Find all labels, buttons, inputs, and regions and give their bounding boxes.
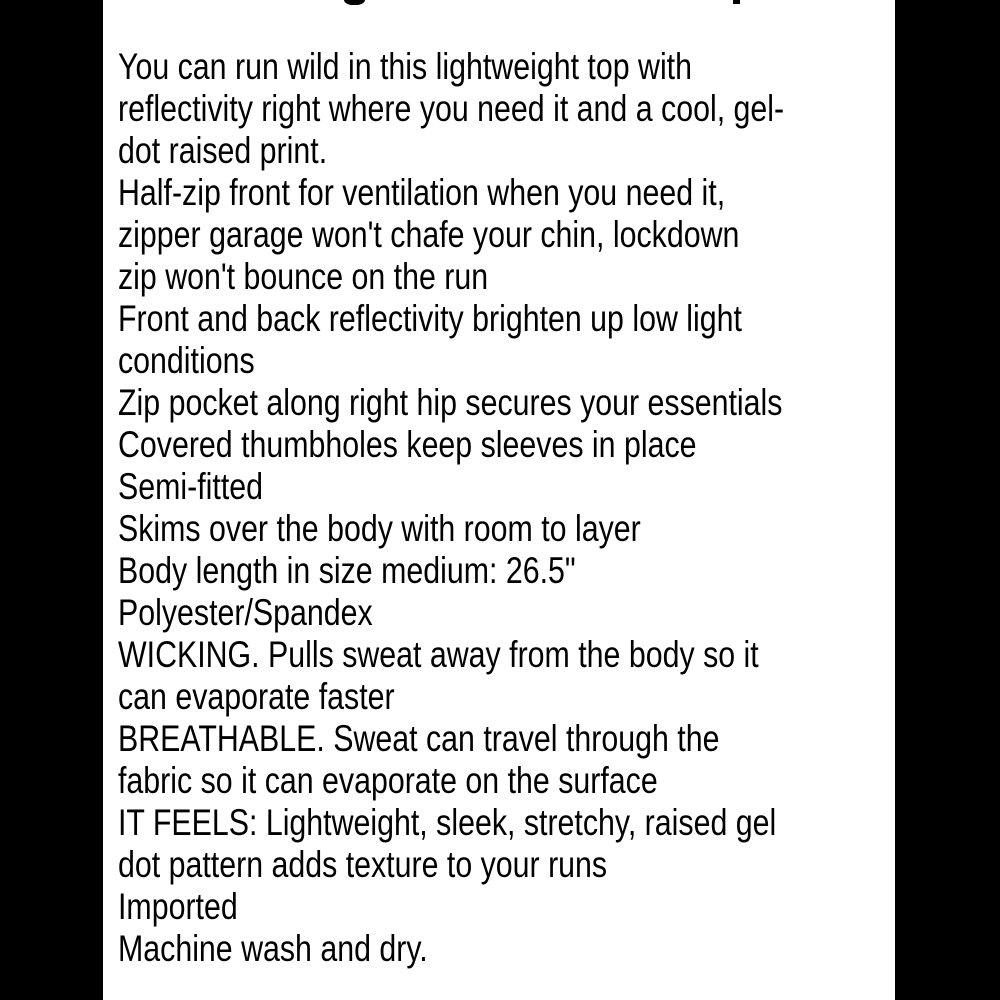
description-line: Half-zip front for ventilation when you need it,: [118, 172, 726, 213]
description-line: You can run wild in this lightweight top with: [118, 46, 692, 87]
cropped-topline-g-descender: [344, 0, 365, 5]
description-line: dot raised print.: [118, 130, 328, 171]
description-line: Skims over the body with room to layer: [118, 508, 641, 549]
description-line: fabric so it can evaporate on the surface: [118, 760, 658, 801]
cropped-topline-p-descender: [733, 0, 740, 4]
description-line: reflectivity right where you need it and a cool, gel-: [118, 88, 785, 129]
description-line: Polyester/Spandex: [118, 592, 373, 633]
description-line: Machine wash and dry.: [118, 928, 428, 969]
description-line: WICKING. Pulls sweat away from the body so it: [118, 634, 759, 675]
product-description-text: [118, 46, 784, 970]
description-line: Covered thumbholes keep sleeves in place: [118, 424, 697, 465]
description-line: Body length in size medium: 26.5": [118, 550, 576, 591]
description-line: dot pattern adds texture to your runs: [118, 844, 608, 885]
description-line: Front and back reflectivity brighten up low light: [118, 298, 742, 339]
description-line: BREATHABLE. Sweat can travel through the: [118, 718, 720, 759]
description-line: conditions: [118, 340, 255, 381]
description-line: Zip pocket along right hip secures your essentials: [118, 382, 783, 423]
description-line: zipper garage won't chafe your chin, lockdown: [118, 214, 740, 255]
description-line: Imported: [118, 886, 238, 927]
description-line: can evaporate faster: [118, 676, 395, 717]
left-black-bar: [0, 0, 103, 1000]
right-black-bar: [895, 0, 1000, 1000]
description-line: IT FEELS: Lightweight, sleek, stretchy, raised gel: [118, 802, 777, 843]
description-line: Semi-fitted: [118, 466, 264, 507]
description-line: zip won't bounce on the run: [118, 256, 489, 297]
